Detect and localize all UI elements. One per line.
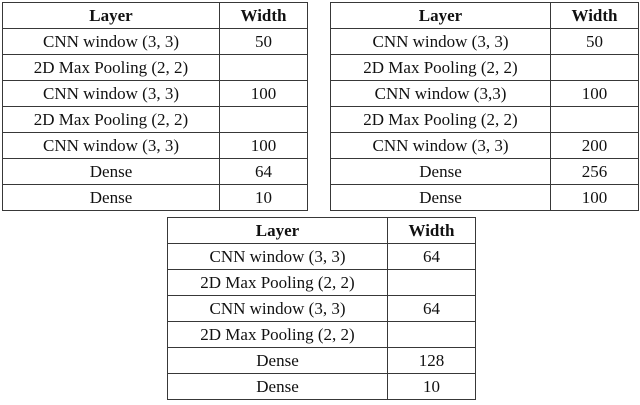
- width-cell: 50: [551, 29, 639, 55]
- width-cell: [551, 55, 639, 81]
- layer-header: Layer: [331, 3, 551, 29]
- table-header-row: [168, 218, 476, 244]
- width-cell: [551, 107, 639, 133]
- layer-table-top-left: [2, 2, 308, 211]
- layer-cell: CNN window (3, 3): [168, 244, 388, 270]
- table-row: [3, 107, 308, 133]
- width-cell: 64: [388, 296, 476, 322]
- layer-table-bottom-center: [167, 217, 476, 400]
- layer-table-top-right: [330, 2, 639, 211]
- layer-cell: CNN window (3, 3): [3, 81, 220, 107]
- table-row: [331, 55, 639, 81]
- width-cell: [220, 107, 308, 133]
- table-row: [3, 159, 308, 185]
- width-cell: 10: [220, 185, 308, 211]
- width-header: Width: [220, 3, 308, 29]
- table-row: [3, 185, 308, 211]
- width-cell: 50: [220, 29, 308, 55]
- table-row: [331, 133, 639, 159]
- width-cell: [388, 270, 476, 296]
- table-row: [168, 296, 476, 322]
- table-row: [168, 270, 476, 296]
- table-row: [168, 348, 476, 374]
- table-header-row: [3, 3, 308, 29]
- layer-cell: Dense: [331, 159, 551, 185]
- width-header: Width: [551, 3, 639, 29]
- table-row: [331, 159, 639, 185]
- layer-cell: 2D Max Pooling (2, 2): [168, 322, 388, 348]
- layer-cell: Dense: [3, 159, 220, 185]
- layer-cell: Dense: [168, 374, 388, 400]
- layer-cell: 2D Max Pooling (2, 2): [168, 270, 388, 296]
- width-cell: [220, 55, 308, 81]
- width-cell: 10: [388, 374, 476, 400]
- width-cell: 256: [551, 159, 639, 185]
- width-cell: 100: [551, 81, 639, 107]
- width-cell: 128: [388, 348, 476, 374]
- table-row: [3, 133, 308, 159]
- table-row: [3, 55, 308, 81]
- layer-cell: Dense: [331, 185, 551, 211]
- width-cell: 64: [220, 159, 308, 185]
- width-cell: 64: [388, 244, 476, 270]
- layer-header: Layer: [3, 3, 220, 29]
- table-row: [331, 107, 639, 133]
- layer-cell: 2D Max Pooling (2, 2): [331, 107, 551, 133]
- width-cell: 100: [551, 185, 639, 211]
- layer-cell: CNN window (3,3): [331, 81, 551, 107]
- layer-cell: 2D Max Pooling (2, 2): [3, 55, 220, 81]
- layer-cell: CNN window (3, 3): [331, 29, 551, 55]
- layer-cell: CNN window (3, 3): [3, 133, 220, 159]
- width-cell: 200: [551, 133, 639, 159]
- layer-cell: CNN window (3, 3): [168, 296, 388, 322]
- width-cell: 100: [220, 81, 308, 107]
- layer-header: Layer: [168, 218, 388, 244]
- table-row: [331, 81, 639, 107]
- width-cell: [388, 322, 476, 348]
- layer-cell: 2D Max Pooling (2, 2): [331, 55, 551, 81]
- layer-cell: Dense: [3, 185, 220, 211]
- table-row: [331, 185, 639, 211]
- layer-cell: CNN window (3, 3): [3, 29, 220, 55]
- layer-cell: 2D Max Pooling (2, 2): [3, 107, 220, 133]
- table-row: [168, 374, 476, 400]
- table-row: [168, 322, 476, 348]
- layer-cell: Dense: [168, 348, 388, 374]
- width-cell: 100: [220, 133, 308, 159]
- table-row: [331, 29, 639, 55]
- table-header-row: [331, 3, 639, 29]
- width-header: Width: [388, 218, 476, 244]
- table-row: [168, 244, 476, 270]
- table-row: [3, 29, 308, 55]
- table-row: [3, 81, 308, 107]
- layer-cell: CNN window (3, 3): [331, 133, 551, 159]
